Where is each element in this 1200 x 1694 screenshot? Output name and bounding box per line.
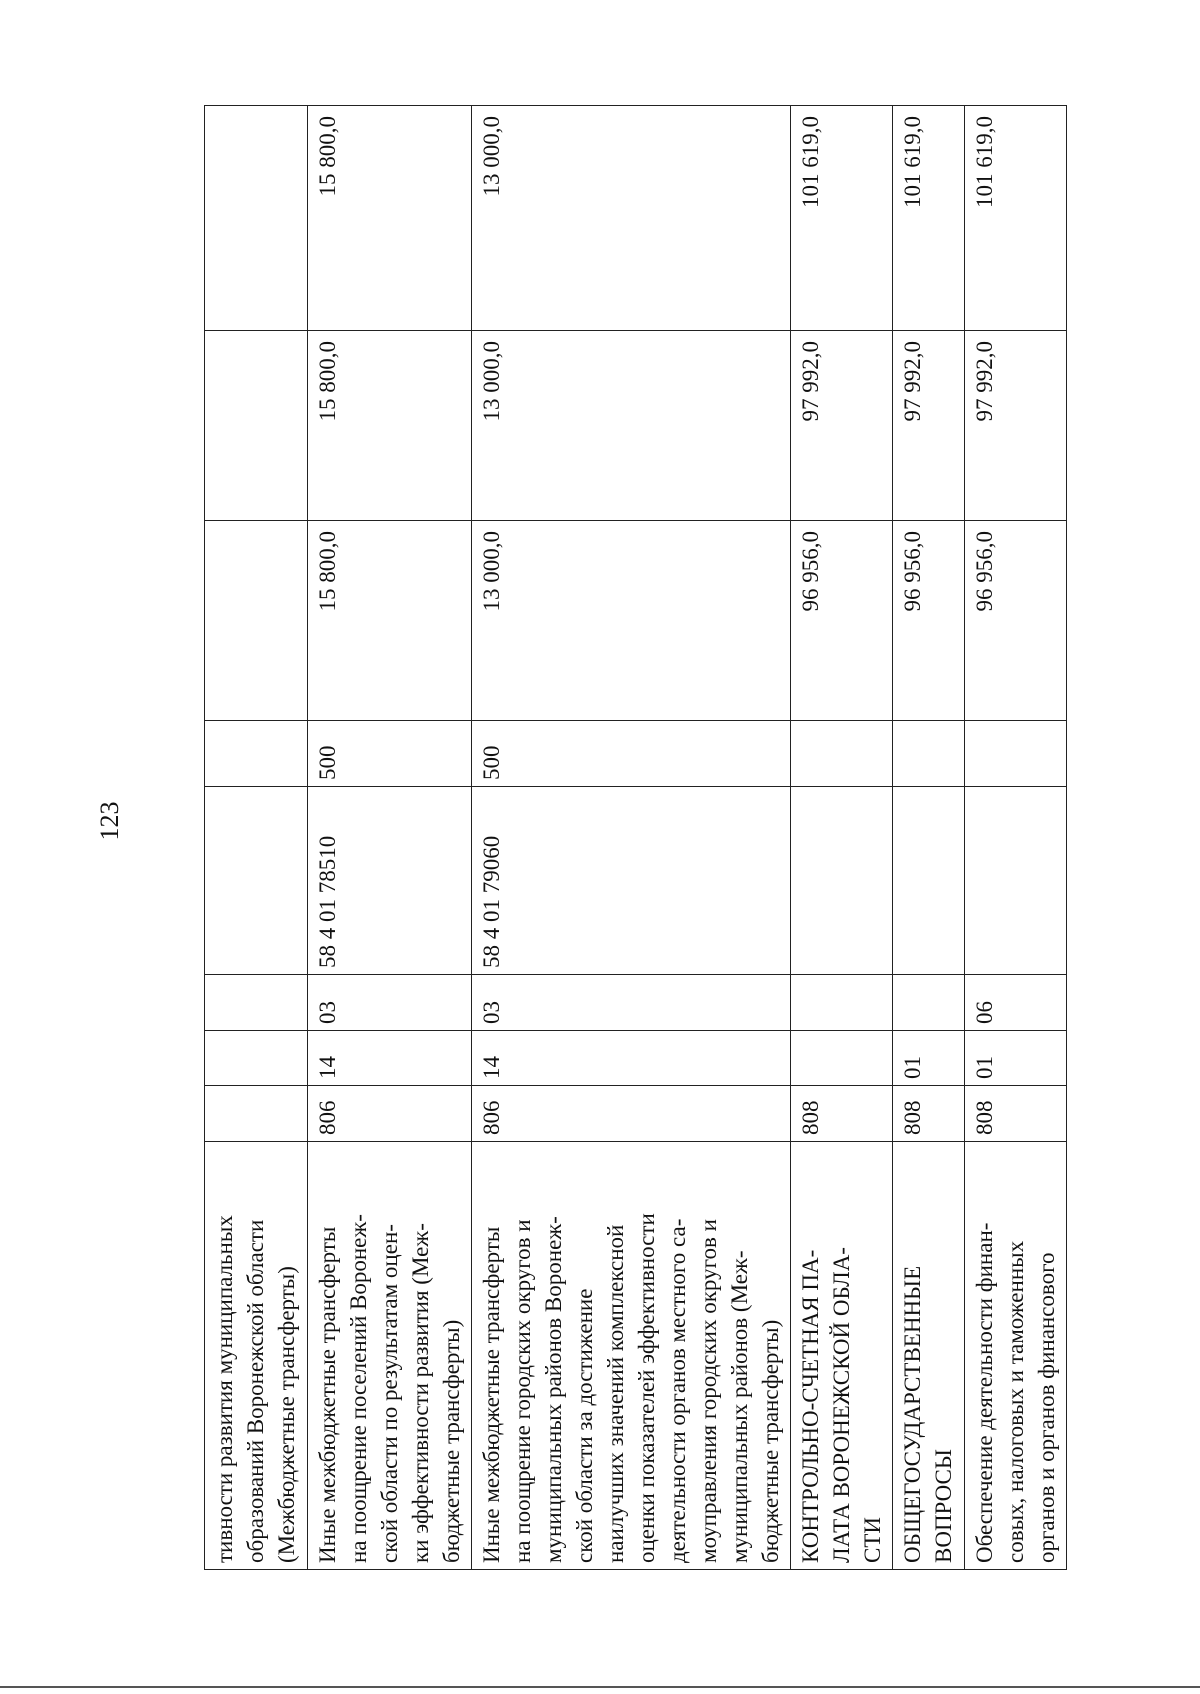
row-name-cell: Обеспечение деятельности финан- совых, налоговых и таможенных органов и органов финансового <box>965 1142 1067 1570</box>
row-name-cell: ОБЩЕГОСУДАРСТВЕННЫЕ ВОПРОСЫ <box>893 1142 965 1570</box>
gr-cell: 806 <box>308 1086 472 1142</box>
csr-cell <box>791 787 893 975</box>
vr-cell: 500 <box>472 721 791 787</box>
gr-cell: 808 <box>893 1086 965 1142</box>
pr-cell <box>205 975 308 1031</box>
csr-cell <box>965 787 1067 975</box>
table-row <box>308 106 472 1570</box>
bottom-edge-rule <box>0 1686 1200 1688</box>
row-name-cell: КОНТРОЛЬНО-СЧЕТНАЯ ПА- ЛАТА ВОРОНЕЖСКОЙ ОБЛА- СТИ <box>791 1142 893 1570</box>
csr-cell: 58 4 01 79060 <box>472 787 791 975</box>
csr-cell: 58 4 01 78510 <box>308 787 472 975</box>
sum-year3-cell <box>205 106 308 331</box>
vr-cell: 500 <box>308 721 472 787</box>
rz-cell: 01 <box>965 1031 1067 1086</box>
sum-year3-cell: 101 619,0 <box>965 106 1067 331</box>
sum-year2-cell <box>205 331 308 521</box>
rz-cell <box>205 1031 308 1086</box>
sum-year3-cell: 13 000,0 <box>472 106 791 331</box>
pr-cell <box>791 975 893 1031</box>
table-row <box>965 106 1067 1570</box>
rotated-table-container <box>204 106 1059 1570</box>
table-row <box>791 106 893 1570</box>
vr-cell <box>791 721 893 787</box>
pr-cell <box>893 975 965 1031</box>
pr-cell: 06 <box>965 975 1067 1031</box>
rz-cell: 14 <box>308 1031 472 1086</box>
row-name-cell: Иные межбюджетные трансферты на поощрение поселений Воронеж- ской области по результатам оцен- ки эффективности развития (Меж- бюджетные трансферты) <box>308 1142 472 1570</box>
vr-cell <box>965 721 1067 787</box>
pr-cell: 03 <box>472 975 791 1031</box>
gr-cell: 806 <box>472 1086 791 1142</box>
rz-cell: 14 <box>472 1031 791 1086</box>
table-row <box>893 106 965 1570</box>
sum-year3-cell: 15 800,0 <box>308 106 472 331</box>
page-number: 123 <box>95 801 124 841</box>
gr-cell: 808 <box>965 1086 1067 1142</box>
table-row <box>205 106 308 1570</box>
sum-year1-cell: 96 956,0 <box>965 521 1067 721</box>
sum-year2-cell: 15 800,0 <box>308 331 472 521</box>
sum-year2-cell: 97 992,0 <box>791 331 893 521</box>
pr-cell: 03 <box>308 975 472 1031</box>
vr-cell <box>893 721 965 787</box>
row-name-cell: Иные межбюджетные трансферты на поощрение городских округов и муниципальных районов Воронеж- ской области за достижение наилучших значений комплексной оценки показателей эффективности деятельности органов местного са- моуправления городских округов и муниципальных районов (Меж- бюджетные трансферты) <box>472 1142 791 1570</box>
sum-year1-cell: 96 956,0 <box>791 521 893 721</box>
budget-table <box>204 105 1067 1570</box>
sum-year1-cell <box>205 521 308 721</box>
rz-cell <box>791 1031 893 1086</box>
gr-cell: 808 <box>791 1086 893 1142</box>
csr-cell <box>205 787 308 975</box>
sum-year3-cell: 101 619,0 <box>893 106 965 331</box>
gr-cell <box>205 1086 308 1142</box>
vr-cell <box>205 721 308 787</box>
sum-year1-cell: 15 800,0 <box>308 521 472 721</box>
sum-year3-cell: 101 619,0 <box>791 106 893 331</box>
table-row <box>472 106 791 1570</box>
sum-year1-cell: 96 956,0 <box>893 521 965 721</box>
sum-year1-cell: 13 000,0 <box>472 521 791 721</box>
sum-year2-cell: 13 000,0 <box>472 331 791 521</box>
csr-cell <box>893 787 965 975</box>
rz-cell: 01 <box>893 1031 965 1086</box>
row-name-cell: тивности развития муниципальных образований Воронежской области (Межбюджетные трансферты) <box>205 1142 308 1570</box>
sum-year2-cell: 97 992,0 <box>965 331 1067 521</box>
sum-year2-cell: 97 992,0 <box>893 331 965 521</box>
